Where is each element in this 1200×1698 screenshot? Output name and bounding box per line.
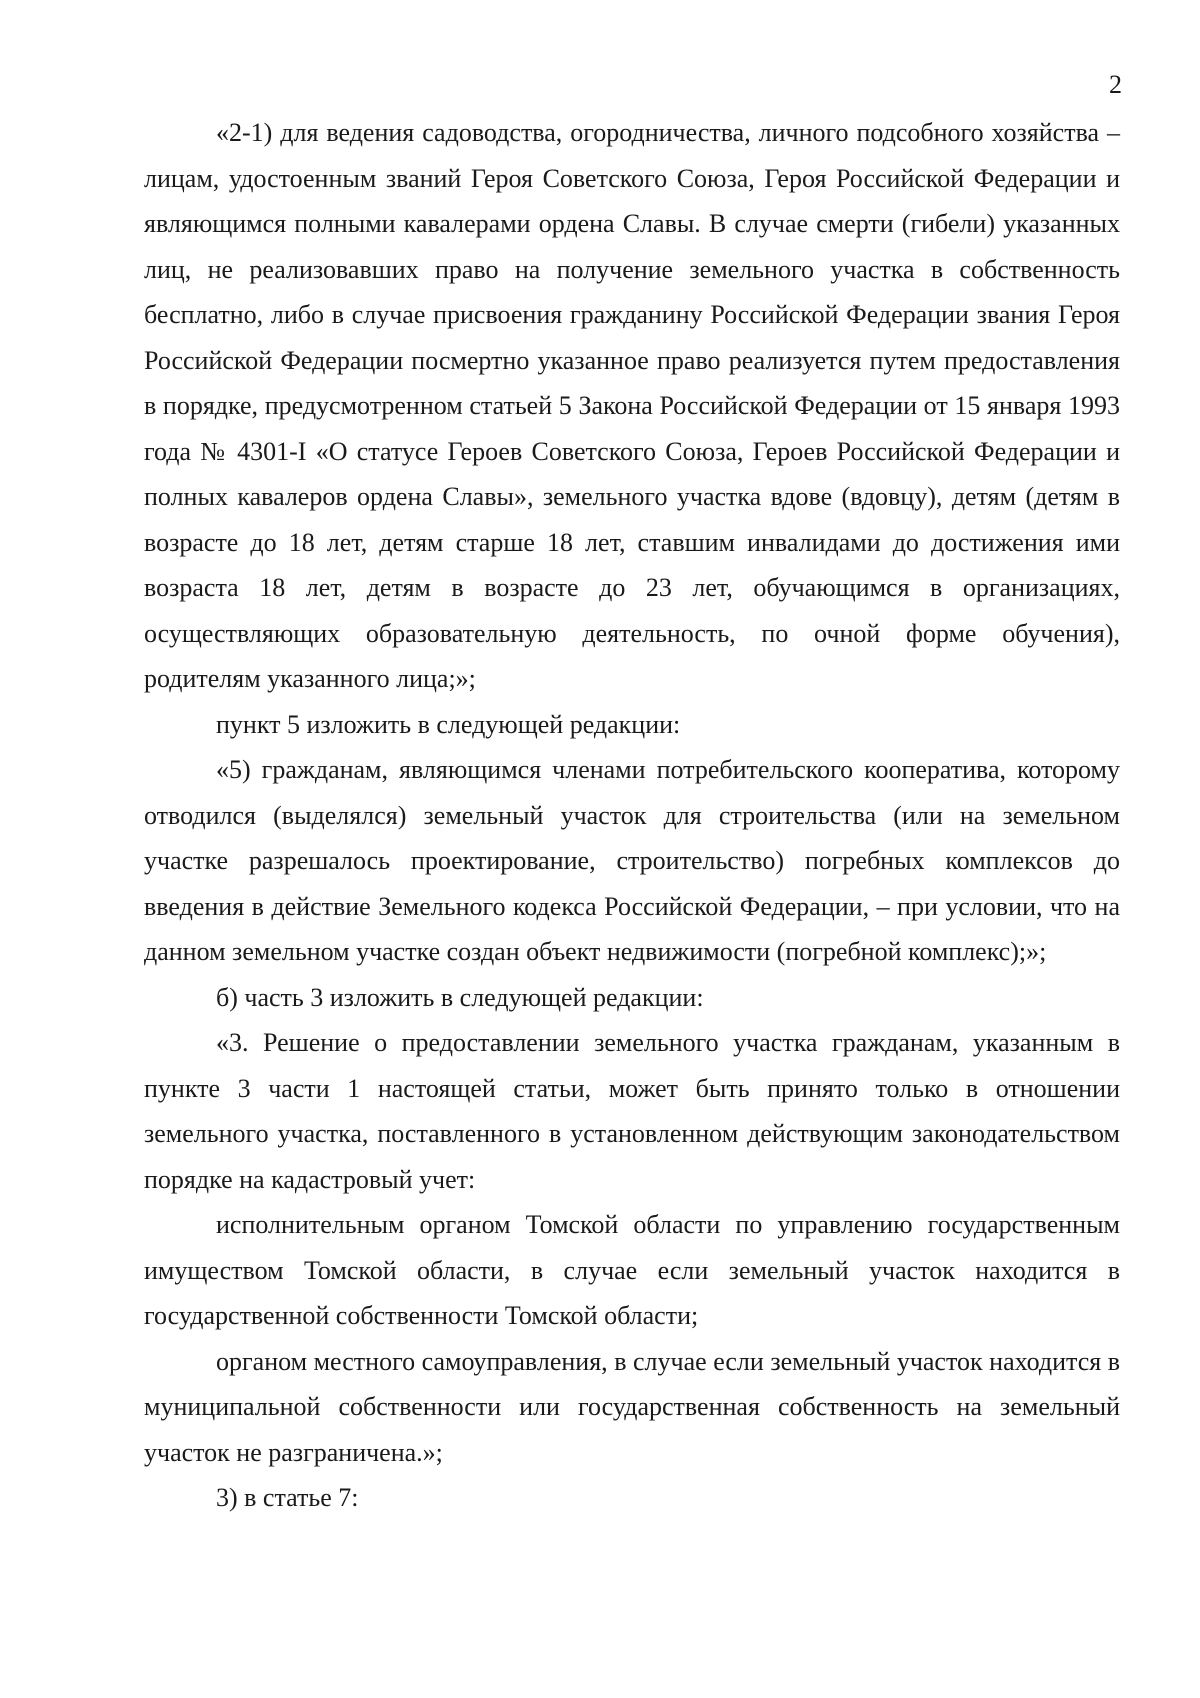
paragraph-point-5-intro: пункт 5 изложить в следующей редакции:: [216, 709, 681, 739]
paragraph-regional-authority: исполнительным органом Томской области по управлению государственным имуществом Томской области, в случае если земельный участок находится в государственной собственности Томской области;: [144, 1210, 1120, 1330]
page-number: 2: [1109, 70, 1122, 99]
paragraph-point-5-text: «5) гражданам, являющимся членами потребительского кооператива, которому отводился (выделялся) земельный участок для строительства (или на земельном участке разрешалось проектирование, строительство) погребных комплексов до введения в действие Земельного кодекса Российской Федерации, – при условии, что на данном земельном участке создан объект недвижимости (погребной комплекс);»;: [144, 755, 1120, 966]
paragraph-local-authority: органом местного самоуправления, в случае если земельный участок находится в муниципальной собственности или государственная собственность на земельный участок не разграничена.»;: [144, 1346, 1120, 1467]
document-body: [144, 110, 1120, 1521]
paragraph-2-1-heroes: «2-1) для ведения садоводства, огородничества, личного подсобного хозяйства – лицам, удостоенным званий Героя Советского Союза, Героя Российской Федерации и являющимся полными кавалерами ордена Славы. В случае смерти (гибели) указанных лиц, не реализовавших право на получение земельного участка в собственность бесплатно, либо в случае присвоения гражданину Российской Федерации звания Героя Российской Федерации посмертно указанное право реализуется путем предоставления в порядке, предусмотренном статьей 5 Закона Российской Федерации от 15 января 1993 года № 4301-I «О статусе Героев Советского Союза, Героев Российской Федерации и полных кавалеров ордена Славы», земельного участка вдове (вдовцу), детям (детям в возрасте до 18 лет, детям старше 18 лет, ставшим инвалидами до достижения ими возраста 18 лет, детям в возрасте до 23 лет, обучающимся в организациях, осуществляющих образовательную деятельность, по очной форме обучения), родителям указанного лица;»;: [144, 118, 1120, 693]
paragraph-part-3-text: «3. Решение о предоставлении земельного участка гражданам, указанным в пункте 3 части 1 настоящей статьи, может быть принято только в отношении земельного участка, поставленного в установленном действующим законодательством порядке на кадастровый учет:: [144, 1028, 1120, 1194]
paragraph-article-7-intro: 3) в статье 7:: [216, 1483, 359, 1512]
paragraph-part-3-intro: б) часть 3 изложить в следующей редакции:: [216, 982, 704, 1012]
